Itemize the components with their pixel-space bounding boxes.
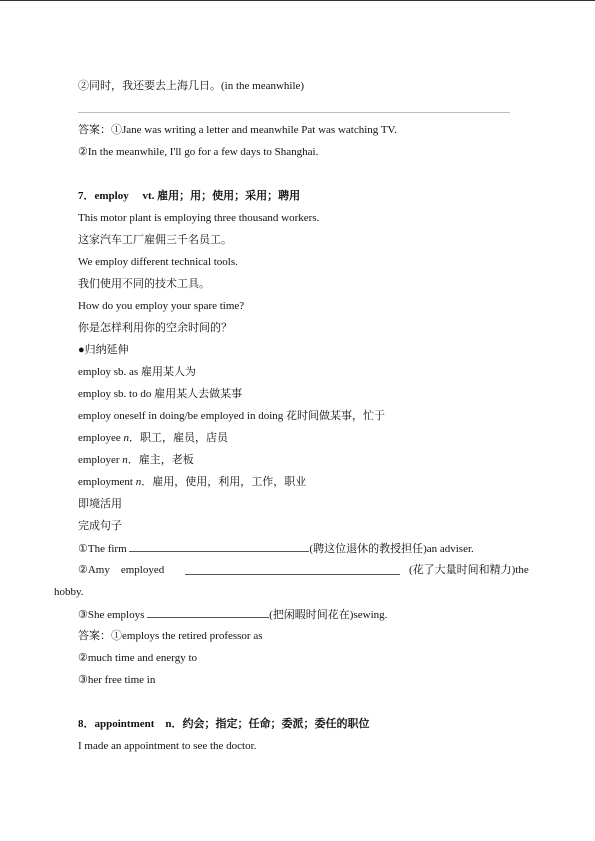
derivative-employer [78,453,194,467]
derivative-employee [78,431,228,445]
summary-title: ●归纳延伸 [78,344,129,356]
question-2-suffix: (花了大量时间和精力)the [409,564,529,576]
practice-question-2 [78,563,542,577]
example-sentence-en-2: We employ different technical tools. [78,256,238,268]
derivative-word: employee [78,432,124,444]
derivative-meaning: ．雇用，使用，利用，工作，职业 [141,476,307,488]
derivative-meaning: ．雇主，老板 [127,454,194,466]
phrase-2: employ sb. to do 雇用某人去做某事 [78,388,243,400]
practice-answer-1: 答案：①employs the retired professor as [78,630,263,642]
derivative-word: employer [78,454,123,466]
practice-answer-3: ③her free time in [78,674,156,686]
example-sentence-en-3: How do you employ your spare time? [78,300,245,312]
practice-question-1 [78,541,474,556]
derivative-word: employment [78,476,136,488]
phrase-3: employ oneself in doing/be employed in doing 花时间做某事，忙于 [78,410,386,422]
part-of-speech: n [135,476,142,488]
answer-blank-3[interactable] [147,607,269,618]
section-7-heading: 7．employ vt. 雇用；用；使用；采用；聘用 [78,190,301,202]
practice-answer-2: ②much time and energy to [78,652,198,664]
practice-question-3 [78,607,387,622]
phrase-1: employ sb. as 雇用某人为 [78,366,196,378]
previous-exercise-item-2: ②同时，我还要去上海几日。(in the meanwhile) [78,80,305,92]
practice-subtitle: 完成句子 [78,520,122,532]
answer-divider [78,112,510,113]
section-8-heading: 8．appointment n．约会；指定；任命；委派；委任的职位 [78,718,370,730]
question-3-prefix: ③She employs [78,609,148,621]
previous-answer-2: ②In the meanwhile, I'll go for a few days to Shanghai. [78,146,319,158]
section-8-example: I made an appointment to see the doctor. [78,740,257,752]
question-1-suffix: (聘这位退休的教授担任)an adviser. [309,543,474,555]
question-1-prefix: ①The firm [78,543,130,555]
derivative-employment [78,475,306,489]
answer-blank-2[interactable] [185,564,400,575]
answer-blank-1[interactable] [129,541,309,552]
question-3-suffix: (把闲暇时间花在)sewing. [269,609,388,621]
example-sentence-zh-1: 这家汽车工厂雇佣三千名员工。 [78,234,232,246]
previous-answer-1: 答案：①Jane was writing a letter and meanwhile Pat was watching TV. [78,124,397,136]
page-top-border [0,0,595,1]
question-2-prefix: ②Amy employed [78,564,165,576]
derivative-meaning: ．职工，雇员，店员 [129,432,229,444]
part-of-speech: n [122,454,128,466]
practice-title: 即境活用 [78,498,122,510]
question-2-continuation: hobby. [54,586,84,598]
part-of-speech: n [123,432,130,444]
example-sentence-zh-3: 你是怎样利用你的空余时间的？ [78,322,232,334]
example-sentence-en-1: This motor plant is employing three thousand workers. [78,212,320,224]
example-sentence-zh-2: 我们使用不同的技术工具。 [78,278,210,290]
